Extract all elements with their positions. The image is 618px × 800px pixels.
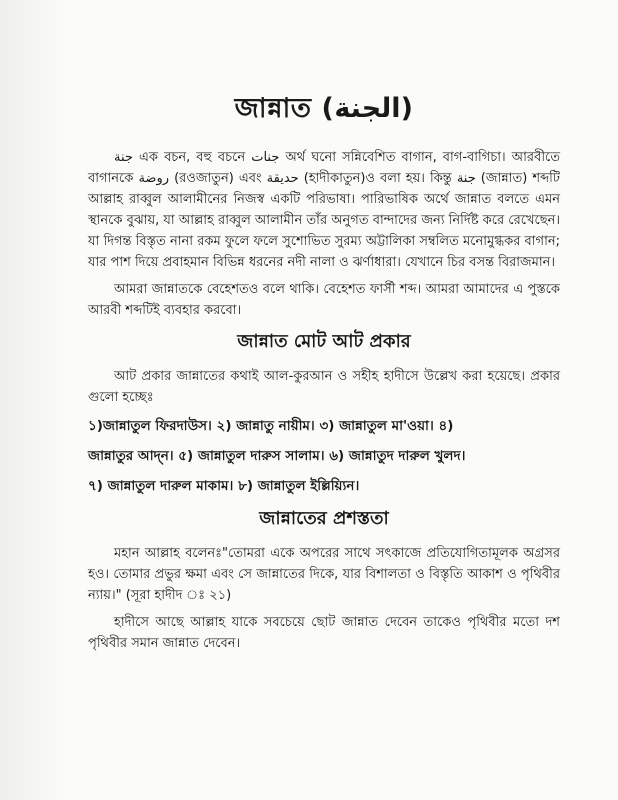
list-item: ৭) জান্নাতুল দারুল মাকাম। ৮) জান্নাতুল ইল্লিয়্যিন। [88, 478, 360, 494]
vastness-heading: জান্নাতের প্রশস্ততা [259, 508, 389, 529]
intro-paragraph: جنة এক বচন, বহু বচনে جنات অর্থ ঘনো সন্নিবেশিত বাগান, বাগ-বাগিচা। আরবীতে বাগানকে روضة (রওজাতুন) এবং حديقة (হাদীকাতুন)ও বলা হয়। কিন্তু جنة (জান্নাত) শব্দটি আল্লাহ রাব্বুল আলামীনের নিজস্ব একটি পরিভাষা। পারিভাষিক অর্থে জান্নাত বলতে এমন স্থানকে বুঝায়, যা আল্লাহ রাব্বুল আলামীন তাঁর অনুগত বান্দাদের জন্য নির্দিষ্ট করে রেখেছেন। যা দিগন্ত বিস্তৃত নানা রকম ফুলে ফলে সুশোভিত সুরম্য অট্টালিকা সম্বলিত মনোমুগ্ধকর বাগান; যার পাশ দিয়ে প্রবাহমান বিভিন্ন ধরনের নদী নালা ও ঝর্ণাধারা। যেখানে চির বসন্ত বিরাজমান। [88, 150, 561, 270]
types-list [88, 414, 560, 498]
page-content [88, 78, 560, 660]
page-edge-shadow [0, 0, 70, 800]
page-title: জান্নাত (الجنة) [234, 93, 414, 124]
list-item: জান্নাতুর আদ্‌ন। ৫) জান্নাতুল দারুস সালাম। ৬) জান্নাতুদ দারুল খুলদ। [88, 448, 466, 464]
behesht-paragraph: আমরা জান্নাতকে বেহেশতও বলে থাকি। বেহেশত ফার্সী শব্দ। আমরা আমাদের এ পুস্তকে আরবী শব্দটিই ব্যবহার করবো। [88, 282, 560, 318]
quran-quote-paragraph: মহান আল্লাহ বলেনঃ"তোমরা একে অপরের সাথে সৎকাজে প্রতিযোগিতামূলক অগ্রসর হও। তোমার প্রভুর ক্ষমা এবং সে জান্নাতের দিকে, যার বিশালতা ও বিস্তৃতি আকাশ ও পৃথিবীর ন্যায়।" (সূরা হাদীদ ঃ ২১) [88, 546, 560, 603]
types-intro: আট প্রকার জান্নাতের কথাই আল-কুরআন ও সহীহ হাদীসে উল্লেখ করা হয়েছে। প্রকার গুলো হচ্ছেঃ [88, 369, 560, 405]
types-heading: জান্নাত মোট আট প্রকার [237, 331, 411, 352]
list-item: ১)জান্নাতুল ফিরদাউস। ২) জান্নাতু নায়ীম। ৩) জান্নাতুল মা'ওয়া। ৪) [88, 418, 454, 434]
hadith-paragraph: হাদীসে আছে আল্লাহ যাকে সবচেয়ে ছোট জান্নাত দেবেন তাকেও পৃথিবীর মতো দশ পৃথিবীর সমান জান্নাত দেবেন। [88, 615, 560, 651]
